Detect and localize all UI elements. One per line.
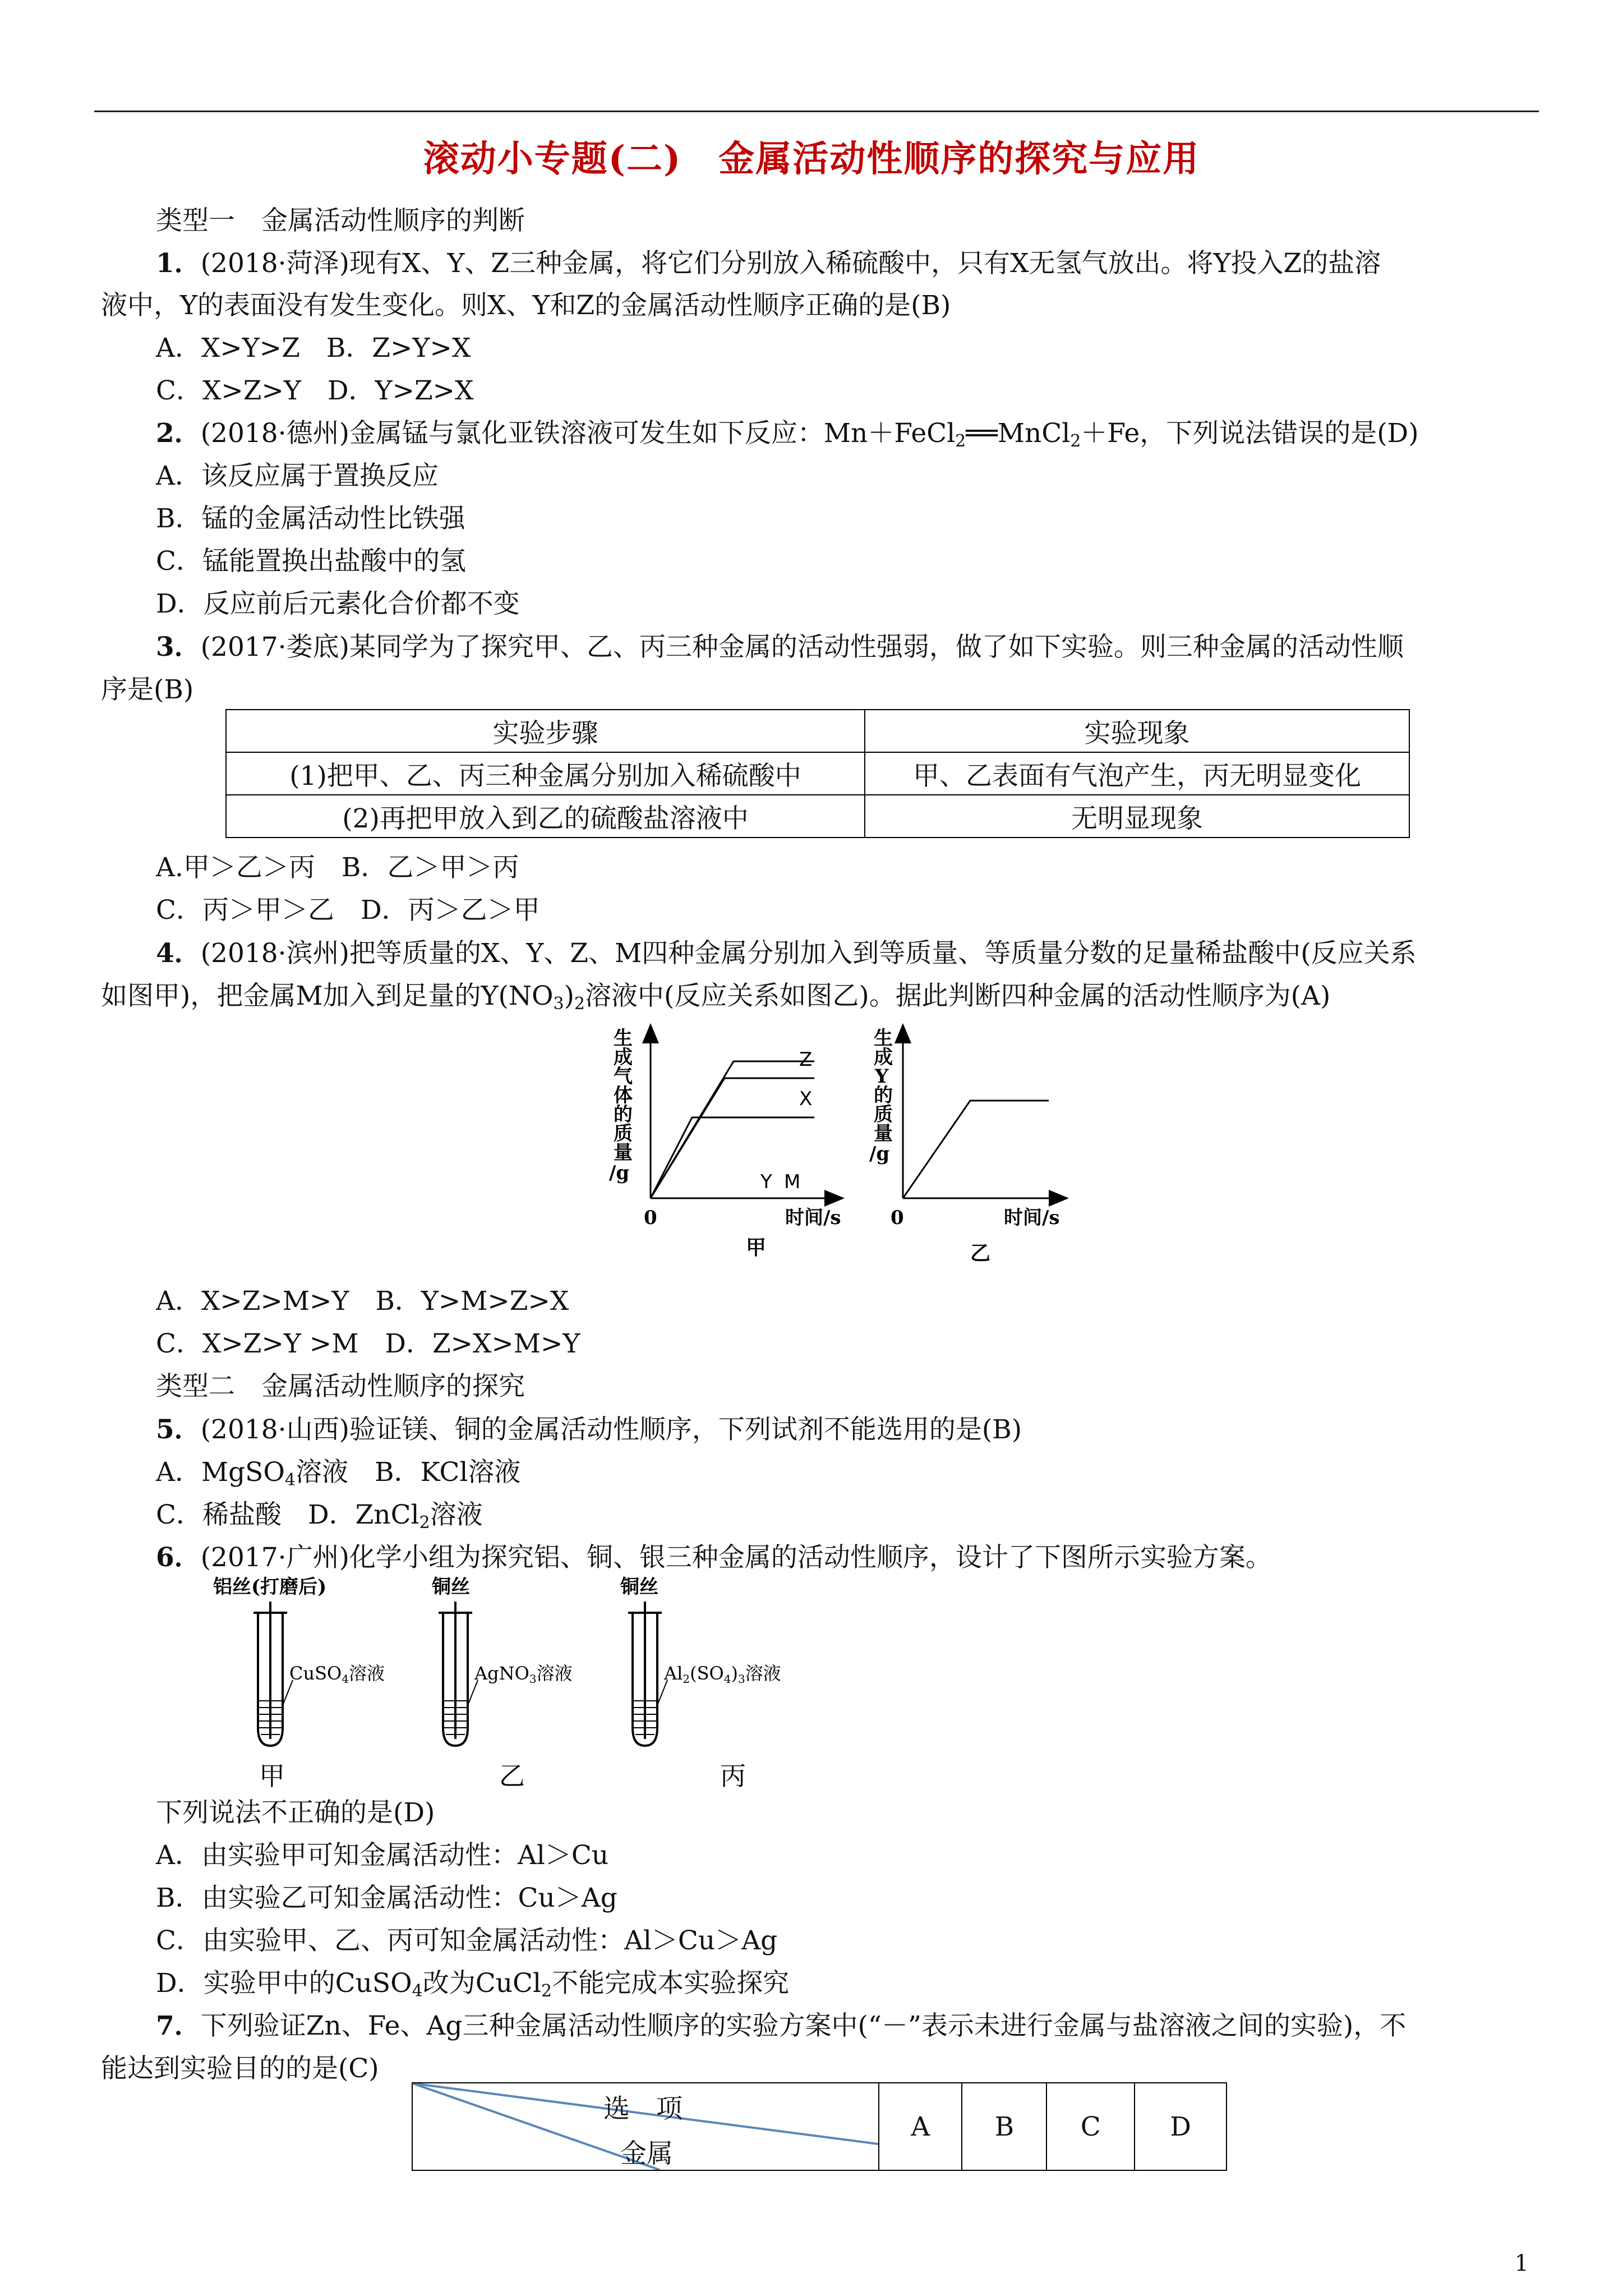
q3-line1: 3．(2017·娄底)某同学为了探究甲、乙、丙三种金属的活动性强弱，做了如下实验。则三种金属的活动性顺	[156, 632, 1404, 662]
line-y-mass	[903, 1101, 1049, 1198]
q1-options-cd: C．X>Z>Y D．Y>Z>X	[156, 375, 474, 406]
q1-line1: 1．(2018·菏泽)现有X、Y、Z三种金属，将它们分别放入稀硫酸中，只有X无氢气放出。将Y投入Z的盐溶	[156, 248, 1381, 279]
graph-caption: 甲	[746, 1236, 767, 1259]
section-heading-type2: 类型二 金属活动性顺序的探究	[156, 1371, 525, 1402]
test-tube-jia	[253, 1602, 293, 1746]
q2-option-a: A．该反应属于置换反应	[156, 461, 439, 491]
q6-option-a: A．由实验甲可知金属活动性：Al＞Cu	[156, 1840, 609, 1871]
q4-options-cd: C．X>Z>Y >M D．Z>X>M>Y	[156, 1328, 580, 1359]
table-cell: (2)再把甲放入到乙的硫酸盐溶液中	[226, 795, 865, 838]
q7-line1: 7．下列验证Zn、Fe、Ag三种金属活动性顺序的实验方案中(“－”表示未进行金属与盐溶液之间的实验)，不	[156, 2010, 1407, 2041]
q2-option-b: B．锰的金属活动性比铁强	[156, 503, 465, 534]
table-cell: 甲、乙表面有气泡产生，丙无明显变化	[865, 752, 1409, 795]
ylabel-char: 生	[614, 1027, 633, 1050]
q6-option-c: C．由实验甲、乙、丙可知金属活动性：Al＞Cu＞Ag	[156, 1925, 778, 1956]
ylabel-char: Y	[875, 1065, 889, 1088]
tube-caption: 丙	[720, 1761, 746, 1791]
q6-test-tubes-figure	[208, 1571, 880, 1795]
table-header-row	[226, 710, 1409, 752]
q4-line2: 如图甲)，把金属M加入到足量的$Y(NO_3)_2$溶液中(反应关系如图乙)。据此判断四种金属的活动性顺序为(A)	[101, 981, 1331, 1014]
solution-label-cuso4: CuSO4溶液	[289, 1663, 385, 1686]
table-row	[226, 795, 1409, 838]
x-axis-label: 时间/s	[785, 1207, 841, 1229]
q4-graph-jia	[594, 1015, 864, 1273]
wire-label-copper: 铜丝	[620, 1576, 658, 1598]
series-label-x: X	[799, 1088, 813, 1110]
q3-experiment-table	[225, 709, 1410, 838]
table-row	[226, 752, 1409, 795]
ylabel-char: 生	[874, 1027, 893, 1050]
solution-label-agno3: AgNO3溶液	[474, 1663, 573, 1686]
graph-caption: 乙	[970, 1241, 991, 1265]
q6-question: 下列说法不正确的是(D)	[156, 1797, 435, 1828]
test-tube-yi	[439, 1602, 478, 1746]
table-header-cell: 实验现象	[865, 710, 1409, 752]
section-heading-type1: 类型一 金属活动性顺序的判断	[156, 205, 525, 236]
origin-label: 0	[644, 1207, 657, 1229]
q6-line1: 6．(2017·广州)化学小组为探究铝、铜、银三种金属的活动性顺序，设计了下图所示实验方案。	[156, 1542, 1272, 1573]
series-label-z: Z	[799, 1048, 813, 1071]
ylabel-char: 量	[614, 1142, 633, 1164]
ylabel-char: 的	[874, 1084, 893, 1107]
q1-line2: 液中，Y的表面没有发生变化。则X、Y和Z的金属活动性顺序正确的是(B)	[101, 290, 951, 321]
x-axis-label: 时间/s	[1004, 1207, 1060, 1229]
table-header-cell: C	[1046, 2083, 1135, 2170]
q4-graph-yi	[858, 1015, 1094, 1273]
series-label-m: M	[784, 1171, 801, 1193]
test-tube-bing	[628, 1602, 667, 1746]
table-cell: 无明显现象	[865, 795, 1409, 838]
q7-options-table	[412, 2082, 1227, 2171]
corner-label-options: 选 项	[603, 2093, 683, 2124]
q4-options-ab: A．X>Z>M>Y B．Y>M>Z>X	[156, 1286, 569, 1317]
series-label-y: Y	[760, 1171, 772, 1193]
table-header-row	[412, 2083, 1227, 2170]
q7-line2: 能达到实验目的的是(C)	[101, 2053, 379, 2084]
q3-options-ab: A.甲＞乙＞丙 B．乙＞甲＞丙	[156, 852, 519, 883]
corner-label-metal: 金属	[620, 2138, 673, 2169]
table-header-cell: 实验步骤	[226, 710, 865, 752]
page-number: 1	[1514, 2251, 1529, 2276]
ylabel-char: 体	[614, 1084, 633, 1107]
q5-options-cd: C．稀盐酸 D．ZnCl$_2$溶液	[156, 1499, 483, 1533]
table-header-cell: A	[879, 2083, 962, 2170]
table-header-cell: B	[962, 2083, 1046, 2170]
q3-line2: 序是(B)	[101, 674, 194, 705]
q6-option-b: B．由实验乙可知金属活动性：Cu＞Ag	[156, 1883, 617, 1913]
q6-option-d: D．实验甲中的CuSO$_4$改为CuCl$_2$不能完成本实验探究	[156, 1968, 790, 2001]
ylabel-char: 的	[614, 1103, 633, 1126]
tube-caption: 甲	[259, 1761, 285, 1791]
solution-label-al2so43: Al2(SO4)3溶液	[664, 1663, 781, 1686]
ylabel-char: 质	[874, 1103, 893, 1126]
q1-options-ab: A．X>Y>Z B．Z>Y>X	[156, 333, 471, 364]
ylabel-char: 量	[874, 1122, 893, 1145]
top-rule	[94, 111, 1539, 112]
q4-line1: 4．(2018·滨州)把等质量的X、Y、Z、M四种金属分别加入到等质量、等质量分数的足量稀盐酸中(反应关系	[156, 938, 1417, 969]
q2-line1: 2．(2018·德州)金属锰与氯化亚铁溶液可发生如下反应：Mn＋FeCl$_2$══MnCl$_2$＋Fe，下列说法错误的是(D)	[156, 418, 1419, 451]
tube-caption: 乙	[499, 1761, 525, 1791]
ylabel-char: 气	[614, 1065, 633, 1088]
table-cell: (1)把甲、乙、丙三种金属分别加入稀硫酸中	[226, 752, 865, 795]
ylabel-char: /g	[869, 1143, 890, 1165]
q5-line1: 5．(2018·山西)验证镁、铜的金属活动性顺序，下列试剂不能选用的是(B)	[156, 1414, 1022, 1445]
ylabel-char: 质	[614, 1122, 633, 1145]
ylabel-char: /g	[609, 1162, 630, 1184]
q5-options-ab: A．MgSO$_4$溶液 B．KCl溶液	[156, 1457, 521, 1490]
q2-option-d: D．反应前后元素化合价都不变	[156, 588, 520, 619]
q3-options-cd: C．丙＞甲＞乙 D．丙＞乙＞甲	[156, 895, 540, 926]
origin-label: 0	[891, 1207, 904, 1229]
q2-option-c: C．锰能置换出盐酸中的氢	[156, 546, 466, 577]
wire-label-aluminum: 铝丝(打磨后)	[213, 1576, 327, 1598]
page-title: 滚动小专题(二) 金属活动性顺序的探究与应用	[423, 138, 1200, 180]
ylabel-char: 成	[874, 1046, 893, 1069]
table-header-cell: D	[1135, 2083, 1227, 2170]
table-corner-cell	[412, 2083, 879, 2170]
wire-label-copper: 铜丝	[432, 1576, 470, 1598]
ylabel-char: 成	[614, 1046, 633, 1069]
